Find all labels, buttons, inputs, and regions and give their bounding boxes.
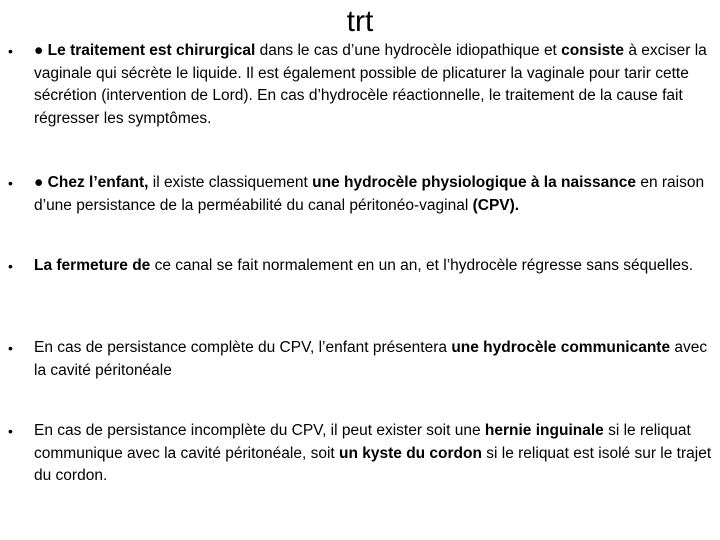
bold-text: une hydrocèle communicante	[451, 339, 671, 356]
bold-text: La fermeture de	[34, 257, 151, 274]
text-segment: En cas de persistance incomplète du CPV, il peut exister soit une	[34, 422, 485, 439]
bullet-text	[34, 172, 716, 217]
bold-text: ● Chez l’enfant,	[34, 174, 149, 191]
bullet-text	[34, 40, 716, 130]
text-segment: il existe classiquement	[148, 174, 313, 191]
text-segment: si le reliquat communique avec la cavité péritonéale, soit	[34, 422, 691, 462]
bullet-marker: •	[8, 258, 13, 274]
text-segment: à exciser la vaginale qui sécrète le liquide. Il est également possible de plicaturer la vaginale pour tarir cette sécrétion (intervention de Lord). En cas d’hydrocèle réactionnelle, le traitement de la cause fait régresser les symptômes.	[34, 42, 707, 127]
bold-text: ● Le traitement est chirurgical	[34, 42, 256, 59]
slide-title: trt	[346, 5, 374, 38]
text-segment: dans le cas d’une hydrocèle idiopathique et	[255, 42, 562, 59]
bullet-text	[34, 420, 716, 488]
bold-text: hernie inguinale	[484, 422, 604, 439]
bullet-marker: •	[8, 423, 13, 439]
bullet-text	[34, 337, 716, 382]
bullet-text	[34, 255, 716, 278]
bold-text: une hydrocèle physiologique à la naissance	[312, 174, 637, 191]
text-segment: avec la cavité péritonéale	[34, 339, 708, 379]
bullet-marker: •	[8, 340, 13, 356]
bold-text: consiste	[561, 42, 625, 59]
bold-text: (CPV).	[472, 196, 520, 214]
bullet-marker: •	[8, 43, 13, 59]
bold-text: un kyste du cordon	[339, 444, 482, 462]
text-segment: en raison d’une persistance de la perméabilité du canal péritonéo-vaginal	[34, 174, 705, 214]
text-segment: si le reliquat est isolé sur le trajet du cordon.	[34, 444, 712, 484]
bullet-marker: •	[8, 175, 13, 191]
text-segment: En cas de persistance complète du CPV, l’enfant présentera	[34, 339, 452, 356]
text-segment: ce canal se fait normalement en un an, et l’hydrocèle régresse sans séquelles.	[150, 257, 694, 274]
